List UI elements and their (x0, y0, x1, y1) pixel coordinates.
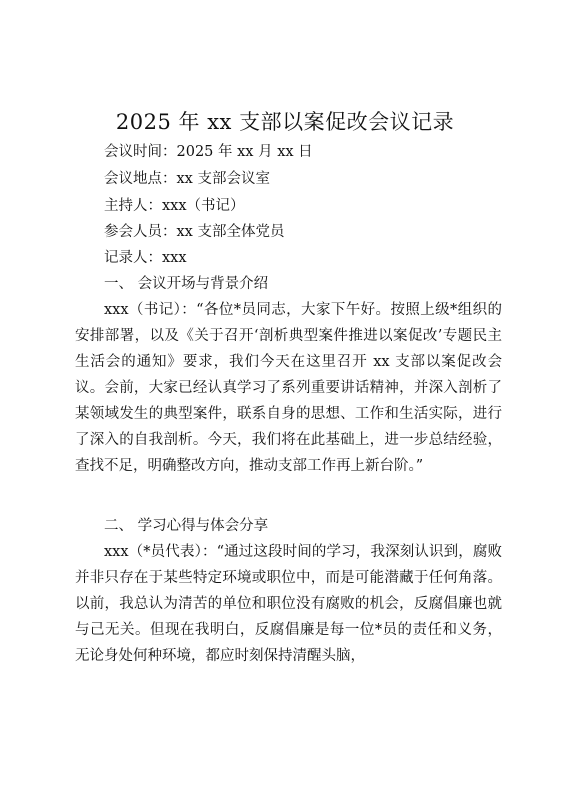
meeting-recorder: 记录人：xxx (104, 250, 187, 266)
meeting-time: 会议时间：2025 年 xx 月 xx 日 (104, 144, 313, 160)
meeting-host: 主持人：xxx（书记） (104, 198, 245, 214)
meeting-place: 会议地点：xx 支部会议室 (104, 171, 270, 187)
section-paragraph-2: xxx（*员代表）：“通过这段时间的学习，我深刻认识到，腐败并非只存在于某些特定环境或职位中，而是可能潜藏于任何角落。以前，我总认为清苦的单位和职位没有腐败的机会，反腐倡廉也就与己无关。但现在我明白，反腐倡廉是每一位*员的责任和义务，无论身处何种环境，都应时刻保持清醒头脑， (75, 544, 502, 664)
section-heading-2: 二、 学习心得与体会分享 (104, 518, 269, 534)
section-paragraph-1: xxx（书记）：“各位*员同志，大家下午好。按照上级*组织的安排部署，以及《关于召开‘剖析典型案件推进以案促改’专题民主生活会的通知》要求，我们今天在这里召开 xx 支部以案促改会议。会前，大家已经认真学习了系列重要讲话精神，并深入剖析了某领域发生的典型案件，联系自身的思想、工作和生活实际，进行了深入的自我剖析。今天，我们将在此基础上，进一步总结经验，查找不足，明确整改方向，推动支部工作再上新台阶。” (75, 302, 502, 474)
section-heading-1: 一、 会议开场与背景介绍 (104, 276, 269, 292)
meeting-attendees: 参会人员：xx 支部全体党员 (104, 224, 285, 240)
document-title: 2025 年 xx 支部以案促改会议记录 (115, 110, 455, 134)
